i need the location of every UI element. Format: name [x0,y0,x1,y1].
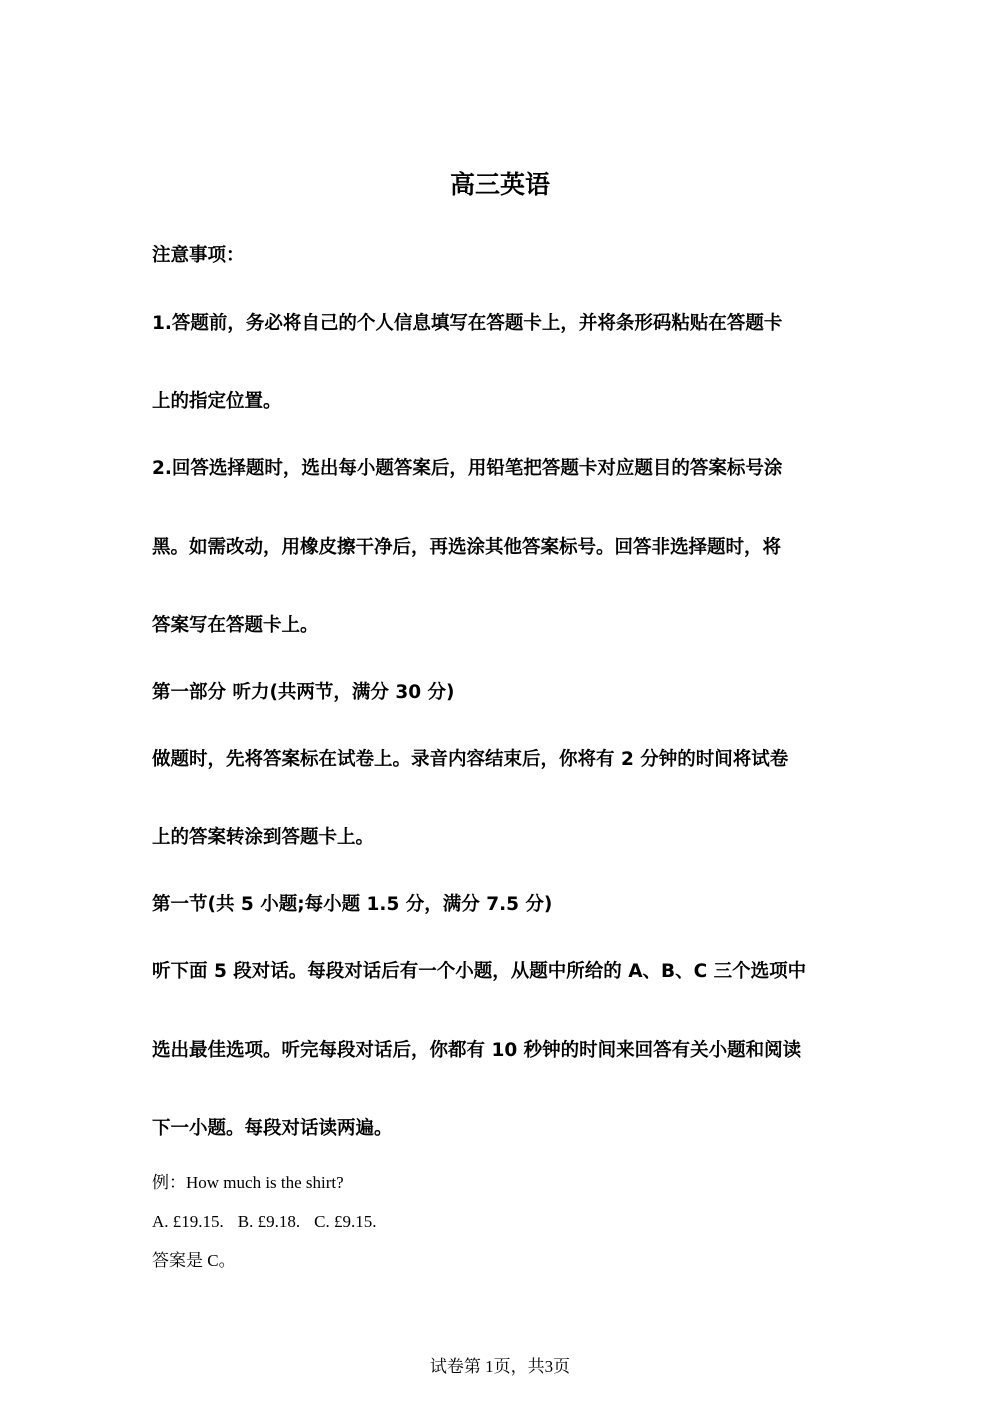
section1-instruction-line-3: 下一小题。每段对话读两遍。 [152,1118,393,1139]
part1-instruction-line-2: 上的答案转涂到答题卡上。 [152,827,375,848]
part1-heading: 第一部分 听力(共两节，满分 30 分) [152,682,455,703]
part1-instruction-line-1: 做题时，先将答案标在试卷上。录音内容结束后，你将有 2 分钟的时间将试卷 [152,749,789,770]
page-footer: 试卷第 1页，共3页 [429,1357,571,1376]
example-question: How much is the shirt? [186,1173,344,1192]
section1-instruction-line-1: 听下面 5 段对话。每段对话后有一个小题，从题中所给的 A、B、C 三个选项中 [152,961,807,982]
example-option-c: C. £9.15. [314,1212,377,1231]
notice-2-line-3: 答案写在答题卡上。 [152,615,319,636]
example-answer: 答案是 C。 [152,1251,236,1270]
notice-1-line-1: 1.答题前，务必将自己的个人信息填写在答题卡上，并将条形码粘贴在答题卡 [152,313,783,334]
section1-heading: 第一节(共 5 小题;每小题 1.5 分，满分 7.5 分) [152,894,553,915]
page-title: 高三英语 [449,170,550,199]
example-option-a: A. £19.15. [152,1212,224,1231]
notice-heading: 注意事项： [152,245,245,266]
notice-2-line-1: 2.回答选择题时，选出每小题答案后，用铅笔把答题卡对应题目的答案标号涂 [152,458,783,479]
example-label: 例： [152,1173,186,1192]
example-line [152,1171,344,1195]
example-option-b: B. £9.18. [237,1212,301,1231]
example-options [152,1210,376,1234]
notice-2-line-2: 黑。如需改动，用橡皮擦干净后，再选涂其他答案标号。回答非选择题时，将 [152,537,782,558]
notice-1-line-2: 上的指定位置。 [152,391,282,412]
section1-instruction-line-2: 选出最佳选项。听完每段对话后，你都有 10 秒钟的时间来回答有关小题和阅读 [152,1040,802,1061]
